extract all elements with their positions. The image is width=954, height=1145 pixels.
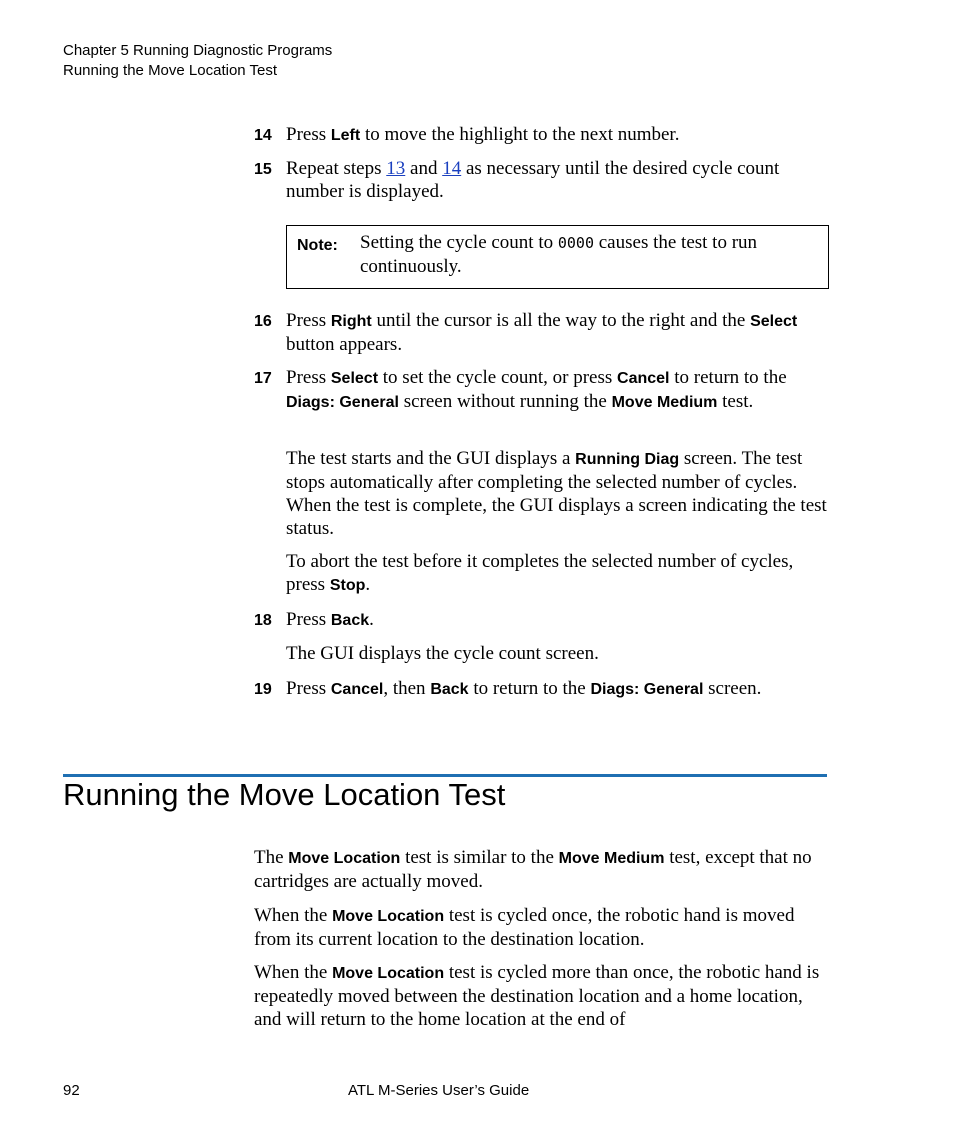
step-16 bbox=[254, 309, 834, 356]
step-14 bbox=[254, 123, 834, 147]
step-text: Press Select to set the cycle count, or press Cancel to return to the Diags: General screen without running the Move Medium test. bbox=[286, 367, 787, 412]
section-paragraph-3: When the Move Location test is cycled more than once, the robotic hand is repeatedly moved between the destination location and a home location, and will return to the home location at the end of bbox=[254, 962, 820, 1030]
step-17-paragraph-status: The test starts and the GUI displays a Running Diag screen. The test stops automatically after completing the selected number of cycles. When the test is complete, the GUI displays a screen indicating the test status. bbox=[286, 448, 827, 539]
ui-term: Left bbox=[330, 127, 361, 144]
step-number: 18 bbox=[254, 612, 272, 629]
step-text: Press Cancel, then Back to return to the Diags: General screen. bbox=[286, 678, 762, 699]
note-label: Note: bbox=[297, 237, 338, 254]
step-number: 19 bbox=[254, 681, 272, 698]
step-18-paragraph: The GUI displays the cycle count screen. bbox=[286, 643, 599, 664]
step-17 bbox=[254, 366, 834, 414]
step-number: 16 bbox=[254, 313, 272, 330]
step-18 bbox=[254, 608, 834, 632]
step-number: 14 bbox=[254, 127, 272, 144]
note-box bbox=[286, 225, 829, 289]
running-header-section: Running the Move Location Test bbox=[63, 62, 278, 79]
step-19 bbox=[254, 677, 834, 701]
step-14-link[interactable]: 14 bbox=[442, 158, 462, 179]
section-paragraph-2: When the Move Location test is cycled once, the robotic hand is moved from its current location to the destination location. bbox=[254, 905, 795, 950]
step-text: Press Right until the cursor is all the way to the right and the Select button appears. bbox=[286, 310, 798, 355]
note-text: Setting the cycle count to 0000 causes the test to run continuously. bbox=[360, 232, 758, 277]
section-heading: Running the Move Location Test bbox=[63, 777, 506, 812]
step-13-link[interactable]: 13 bbox=[386, 158, 406, 179]
step-17-paragraph-abort: To abort the test before it completes the selected number of cycles, press Stop. bbox=[286, 551, 794, 595]
footer-title: ATL M-Series User’s Guide bbox=[348, 1082, 530, 1099]
step-number: 15 bbox=[254, 161, 272, 178]
step-text: Press Left to move the highlight to the next number. bbox=[286, 124, 680, 145]
step-15 bbox=[254, 157, 834, 203]
running-header-chapter: Chapter 5 Running Diagnostic Programs bbox=[63, 42, 333, 59]
step-text: Press Back. bbox=[286, 609, 374, 630]
step-text: Repeat steps 13 and 14 as necessary until the desired cycle count number is displayed. bbox=[286, 158, 780, 202]
step-number: 17 bbox=[254, 370, 272, 387]
code-value: 0000 bbox=[557, 234, 594, 252]
page-number: 92 bbox=[63, 1082, 80, 1099]
section-paragraph-1: The Move Location test is similar to the Move Medium test, except that no cartridges are actually moved. bbox=[254, 847, 812, 892]
